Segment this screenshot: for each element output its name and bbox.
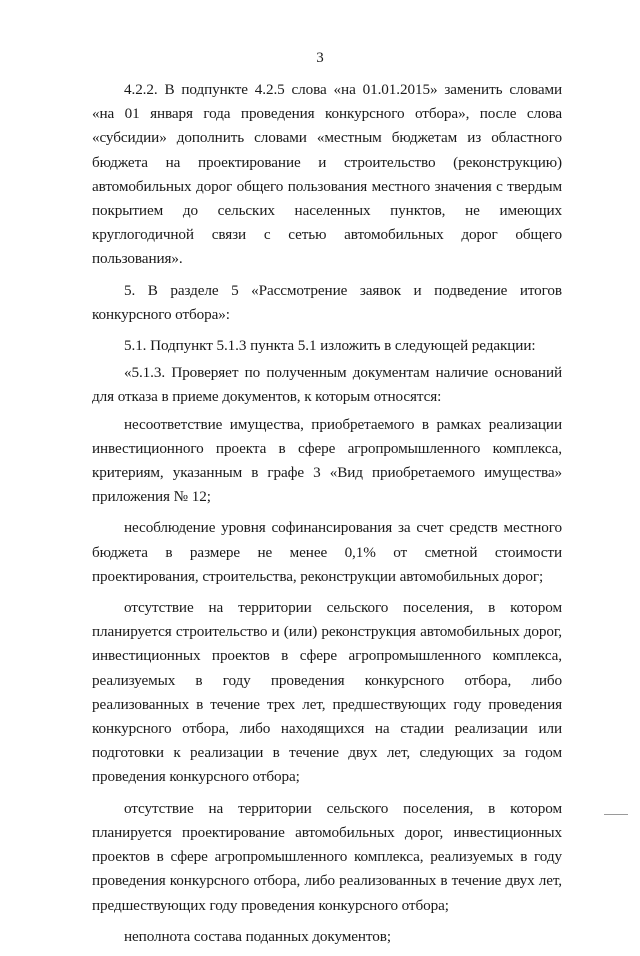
paragraph-section-5: 5. В разделе 5 «Рассмотрение заявок и подведение итогов конкурсного отбора»: <box>92 281 562 323</box>
scan-margin-mark <box>604 814 628 815</box>
list-item-property-mismatch: несоответствие имущества, приобретаемого в рамках реализации инвестиционного проекта в сфере агропромышленного комплекса, критериям, указанным в графе 3 «Вид приобретаемого имущества» приложения № 12; <box>92 415 562 506</box>
document-body <box>92 78 562 956</box>
list-item-construction-projects: отсутствие на территории сельского поселения, в котором планируется строительство и (или) реконструкция автомобильных дорог, инвестиционных проектов в сфере агропромышленного комплекса, реализуемых в году проведения конкурсного отбора, либо реализованных в течение трех лет, предшествующих году проведения конкурсного отбора, либо находящихся на стадии реализации или подготовки к реализации в течение двух лет, следующих за годом проведения конкурсного отбора; <box>92 599 562 786</box>
paragraph-4-2-2: 4.2.2. В подпункте 4.2.5 слова «на 01.01.2015» заменить словами «на 01 января года проведения конкурсного отбора», после слова «субсидии» дополнить словами «местным бюджетам из областного бюджета на проектирование и строительство (реконструкцию) автомобильных дорог общего пользования местного значения с твердым покрытием до сельских населенных пунктов, не имеющих круглогодичной связи с сетью автомобильных дорог общего пользования». <box>92 81 562 268</box>
paragraph-5-1-3: «5.1.3. Проверяет по полученным документам наличие оснований для отказа в приеме документов, к которым относятся: <box>92 364 562 406</box>
page-number: 3 <box>316 50 324 66</box>
list-item-incomplete-documents: неполнота состава поданных документов; <box>124 927 391 945</box>
paragraph-5-1: 5.1. Подпункт 5.1.3 пункта 5.1 изложить в следующей редакции: <box>124 337 536 355</box>
list-item-cofinancing: несоблюдение уровня софинансирования за счет средств местного бюджета в размере не менее 0,1% от сметной стоимости проектирования, строительства, реконструкции автомобильных дорог; <box>92 519 562 585</box>
list-item-design-projects: отсутствие на территории сельского поселения, в котором планируется проектирование автомобильных дорог, инвестиционных проектов в сфере агропромышленного комплекса, реализуемых в году проведения конкурсного отбора, либо реализованных в течение двух лет, предшествующих году проведения конкурсного отбора; <box>92 799 562 914</box>
